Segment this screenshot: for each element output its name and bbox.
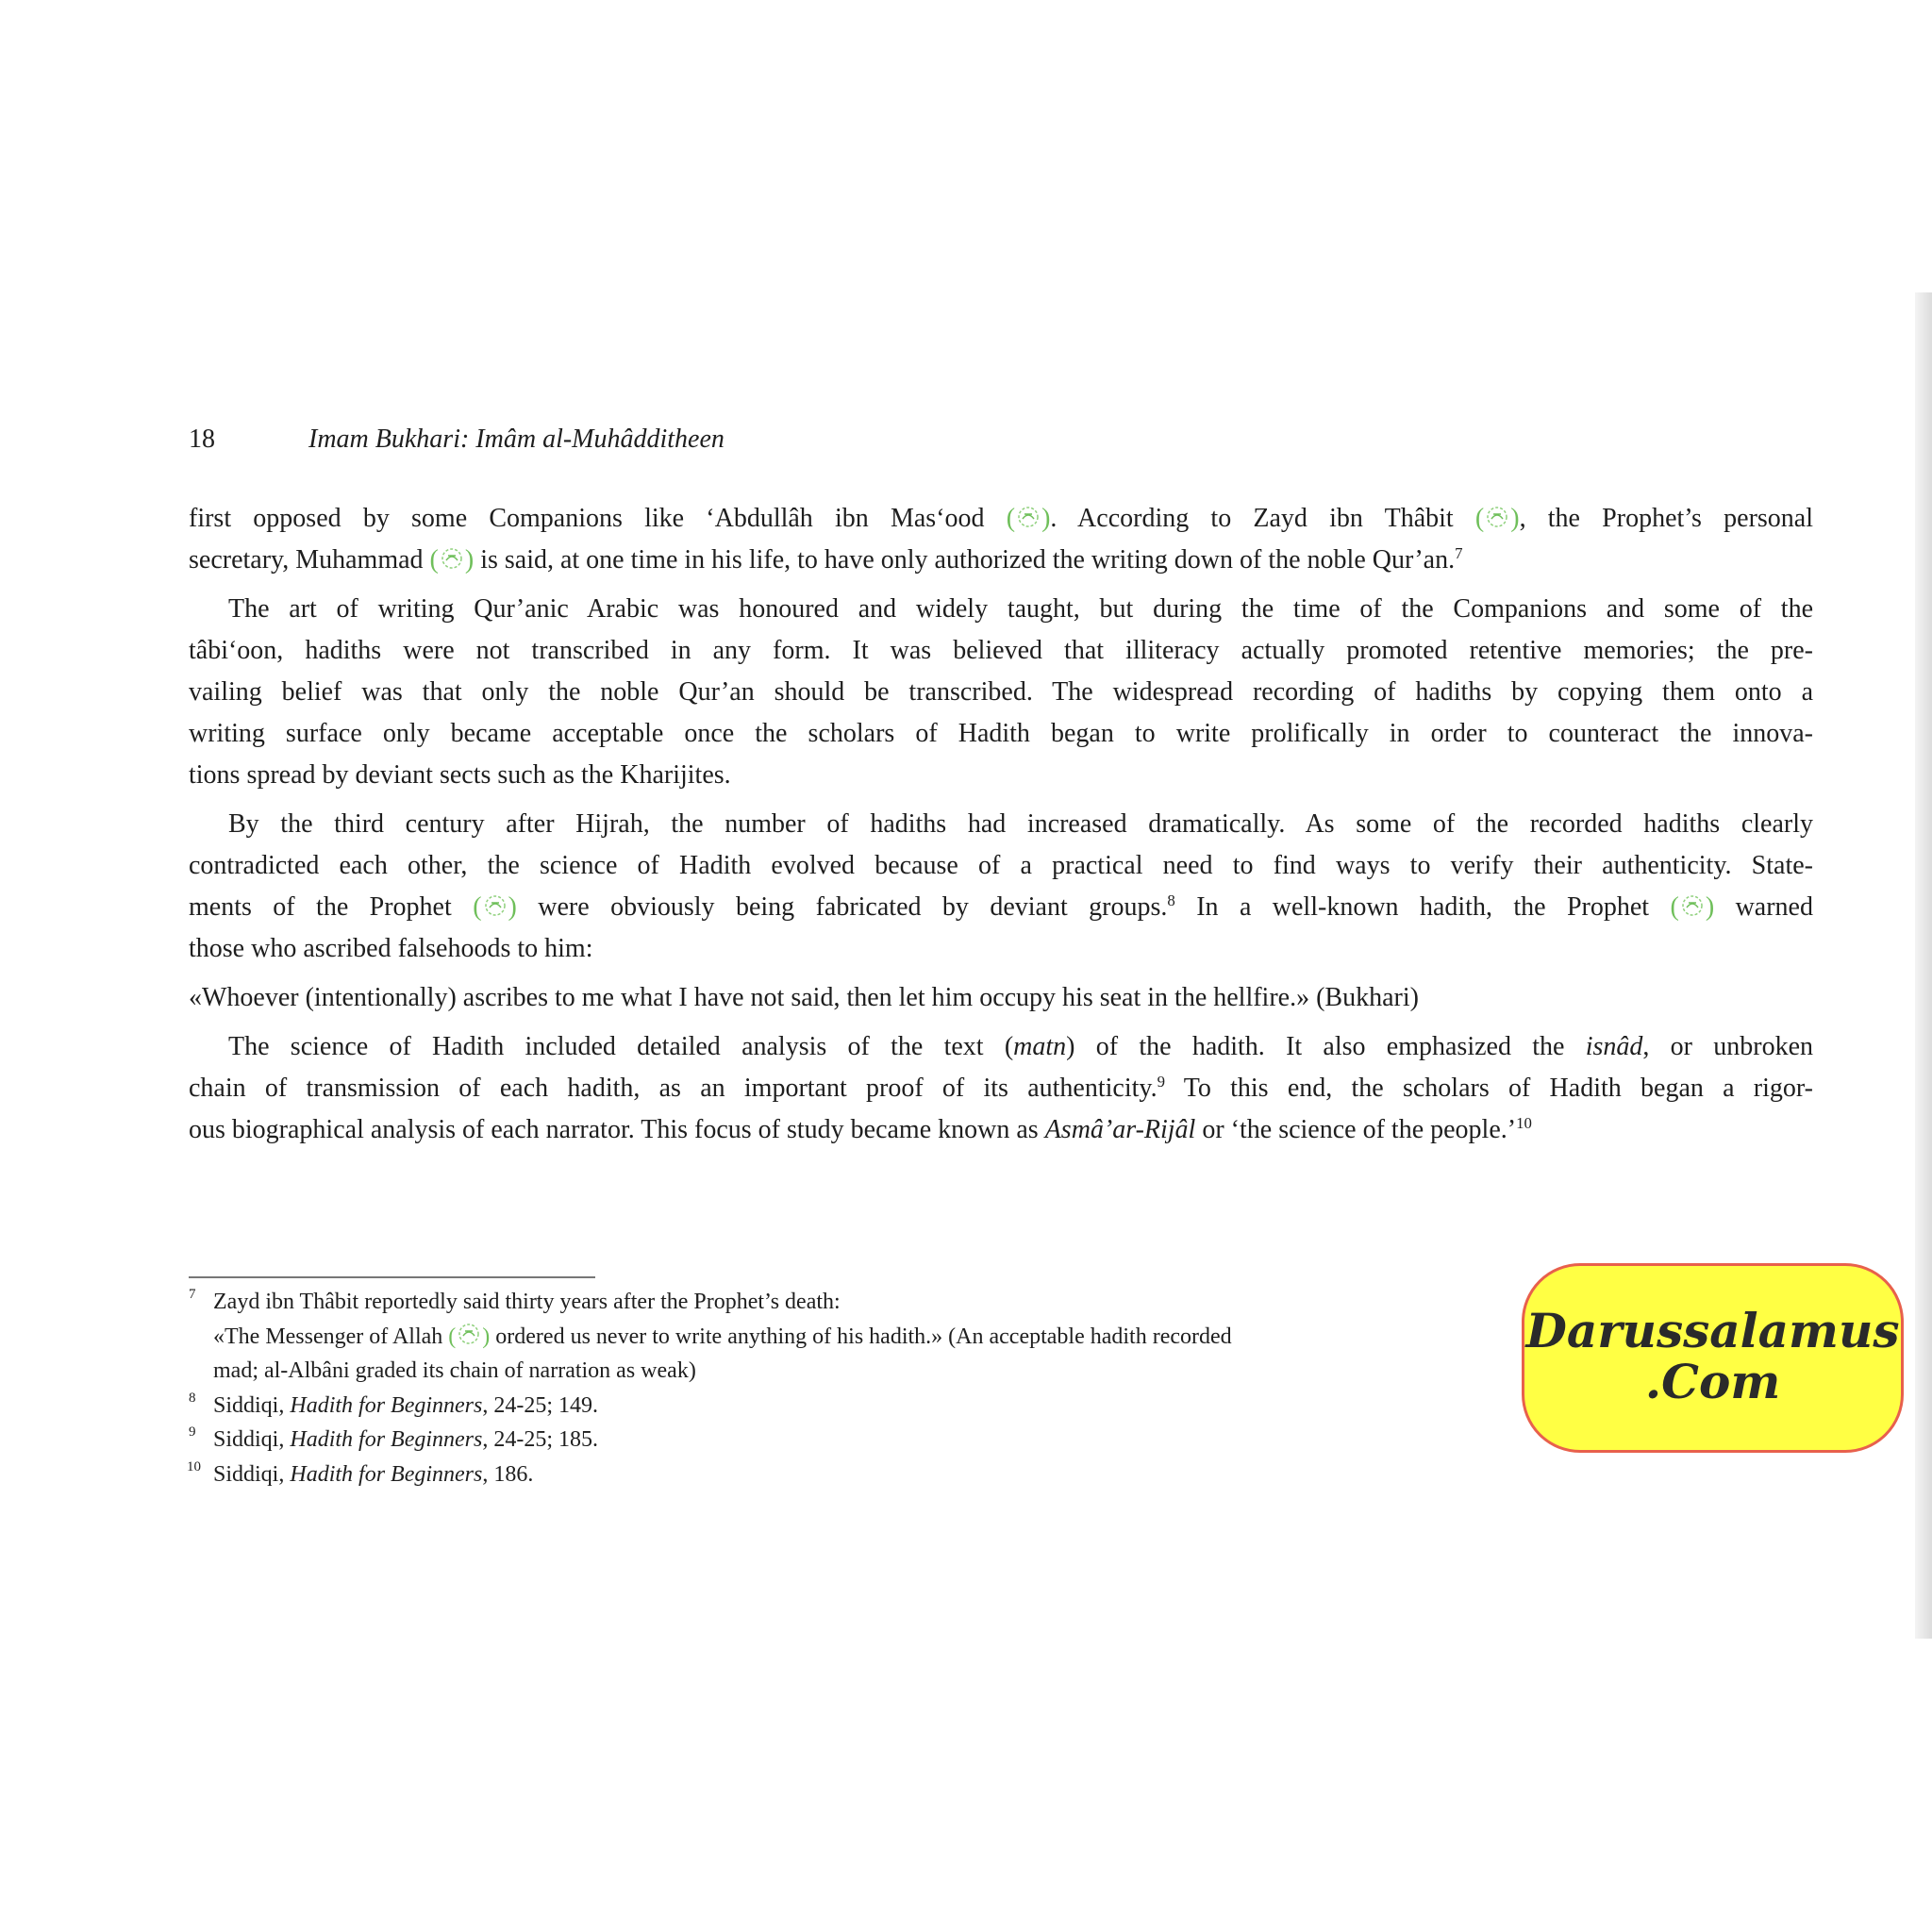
text-line	[189, 887, 1813, 928]
text-run: , 24-25; 185.	[482, 1427, 599, 1453]
text-run: In a well-known hadith, the Prophet	[1174, 892, 1671, 922]
text-run: , 186.	[482, 1461, 534, 1487]
text-run: warned	[1714, 892, 1813, 922]
text-line	[189, 755, 1813, 796]
italic-text: matn	[1013, 1032, 1067, 1061]
watermark-line2: .Com	[1644, 1354, 1781, 1409]
footnote-number: 7	[189, 1287, 196, 1302]
text-line	[213, 1290, 841, 1314]
text-line	[213, 1324, 1232, 1349]
text-run: mad; al-Albâni graded its chain of narration as weak)	[213, 1358, 696, 1384]
text-line	[189, 977, 1813, 1019]
running-title: Imam Bukhari: Imâm al-Muhâdditheen	[308, 425, 724, 454]
text-line	[189, 498, 1813, 540]
paragraph	[189, 804, 1813, 970]
text-run: secretary, Muhammad	[189, 545, 430, 575]
page-edge-shadow	[1915, 292, 1932, 1639]
footnote-reference: 8	[1167, 891, 1175, 909]
text-run: ordered us never to write anything of his hadith.» (An acceptable hadith recorded	[490, 1324, 1232, 1349]
paragraph	[189, 977, 1813, 1019]
text-line	[189, 589, 1813, 630]
text-line	[189, 540, 1813, 581]
paragraph	[189, 498, 1813, 581]
text-run: To this end, the scholars of Hadith began a rigor-	[1164, 1074, 1813, 1103]
text-line	[213, 1462, 533, 1487]
text-line	[189, 928, 1813, 970]
text-line	[189, 630, 1813, 672]
text-run: Siddiqi,	[213, 1427, 291, 1453]
footnote-number: 9	[189, 1424, 196, 1441]
text-run: first opposed by some Companions like ‘Abdullâh ibn Mas‘ood	[189, 504, 1007, 533]
text-run: tâbi‘oon, hadiths were not transcribed in any form. It was believed that illiteracy actually promoted retentive memories; the pre-	[189, 636, 1813, 665]
text-run: By the third century after Hijrah, the number of hadiths had increased dramatically. As some of the recorded hadiths clearly	[228, 809, 1813, 839]
footnote-number: 8	[189, 1390, 196, 1406]
footnote-reference: 9	[1157, 1072, 1165, 1091]
text-run: , the Prophet’s personal	[1519, 504, 1814, 533]
text-line	[189, 672, 1813, 713]
text-run: writing surface only became acceptable once the scholars of Hadith began to write prolifically in order to counteract the innova-	[189, 719, 1813, 748]
text-run: ments of the Prophet	[189, 892, 474, 922]
text-line	[189, 804, 1813, 845]
text-run: «Whoever (intentionally) ascribes to me what I have not said, then let him occupy his seat in the hellfire.» (Bukhari)	[189, 983, 1419, 1012]
text-run: ) of the hadith. It also emphasized the	[1066, 1032, 1586, 1061]
honorific-calligraphy-icon: ( )	[1006, 504, 1051, 533]
text-run: is said, at one time in his life, to have only authorized the writing down of the noble Qur’an.	[474, 545, 1456, 575]
watermark-logo	[1522, 1263, 1904, 1453]
text-run: , 24-25; 149.	[482, 1392, 599, 1418]
italic-text: Hadith for Beginners	[290, 1461, 483, 1487]
text-line	[213, 1393, 598, 1418]
text-run: «The Messenger of Allah	[213, 1324, 449, 1349]
text-run: contradicted each other, the science of Hadith evolved because of a practical need to find ways to verify their authenticity. State-	[189, 851, 1813, 880]
paragraph	[189, 1026, 1813, 1151]
text-line	[189, 845, 1813, 887]
paragraph	[189, 589, 1813, 796]
text-run: Siddiqi,	[213, 1392, 291, 1418]
text-run: ous biographical analysis of each narrator. This focus of study became known as	[189, 1115, 1045, 1144]
italic-text: Asmâ’ar-Rijâl	[1044, 1115, 1196, 1144]
text-run: Zayd ibn Thâbit reportedly said thirty years after the Prophet’s death:	[213, 1290, 841, 1314]
text-run: those who ascribed falsehoods to him:	[189, 934, 593, 963]
footnote-number: 10	[187, 1458, 201, 1474]
italic-text: Hadith for Beginners	[290, 1392, 483, 1418]
body-text	[189, 498, 1813, 1151]
text-line	[189, 1026, 1813, 1068]
text-run: The science of Hadith included detailed analysis of the text (	[228, 1032, 1014, 1061]
footnote-divider	[189, 1276, 595, 1278]
footnote-line	[189, 1457, 1811, 1492]
page-number: 18	[189, 425, 215, 454]
italic-text: Hadith for Beginners	[290, 1427, 483, 1453]
text-line	[189, 1109, 1813, 1151]
running-header	[189, 421, 724, 458]
text-line	[189, 1068, 1813, 1109]
footnote-reference: 10	[1516, 1113, 1532, 1132]
text-run: vailing belief was that only the noble Qur’an should be transcribed. The widespread recording of hadiths by copying them onto a	[189, 677, 1813, 707]
watermark-line1: Darussalamus	[1525, 1303, 1900, 1358]
text-run: or ‘the science of the people.’	[1195, 1115, 1517, 1144]
text-run: The art of writing Qur’anic Arabic was honoured and widely taught, but during the time of the Companions and some of the	[228, 594, 1813, 624]
honorific-calligraphy-icon: ( )	[473, 892, 517, 922]
text-line	[189, 713, 1813, 755]
text-line	[213, 1427, 598, 1452]
honorific-calligraphy-icon: ( )	[1670, 892, 1715, 922]
text-run: Siddiqi,	[213, 1461, 291, 1487]
text-run: , or unbroken	[1642, 1032, 1813, 1061]
text-run: were obviously being fabricated by deviant groups.	[516, 892, 1168, 922]
text-run: tions spread by deviant sects such as the Kharijites.	[189, 760, 731, 790]
footnote-reference: 7	[1455, 543, 1463, 562]
text-line	[213, 1358, 696, 1383]
honorific-calligraphy-icon: ( )	[429, 545, 475, 575]
italic-text: isnâd	[1585, 1032, 1643, 1061]
text-run: chain of transmission of each hadith, as an important proof of its authenticity.	[189, 1074, 1158, 1103]
honorific-calligraphy-icon: ( )	[1474, 504, 1520, 533]
text-run: . According to Zayd ibn Thâbit	[1050, 504, 1475, 533]
honorific-calligraphy-icon: ( )	[448, 1324, 491, 1349]
